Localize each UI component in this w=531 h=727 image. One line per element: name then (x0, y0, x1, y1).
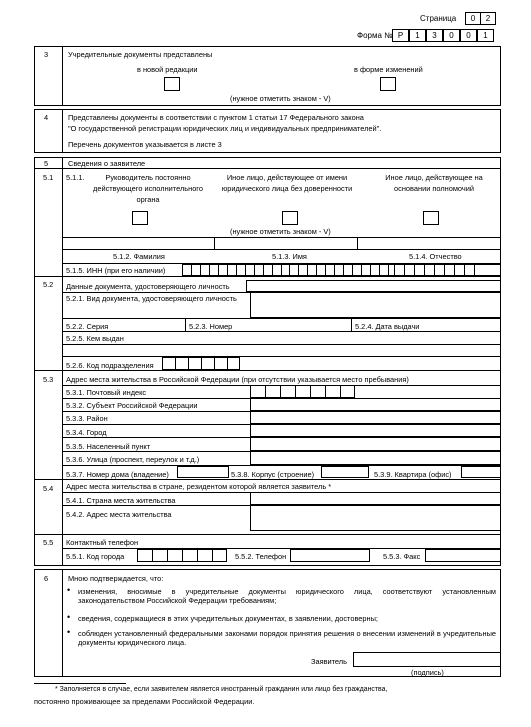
postal-code-label: 5.3.1. Почтовый индекс (66, 388, 147, 397)
section-3-mark-note: (нужное отметить знаком - V) (230, 94, 331, 103)
footnote-line-1: * Заполняется в случае, если заявителем является иностранный гражданин или лицо без гражданства, (55, 686, 388, 693)
signature-caption: (подпись) (411, 668, 444, 677)
applicant-option-3-checkbox[interactable] (423, 211, 439, 225)
locality-label: 5.3.5. Населенный пункт (66, 442, 151, 451)
phone-label: 5.5.2. Телефон (235, 552, 287, 561)
form-digit-5: 0 (460, 29, 477, 42)
identity-doc-title: Данные документа, удостоверяющего личность (66, 282, 230, 291)
subsection-5-1-number: 5.1 (43, 173, 54, 182)
doc-issued-by-label: 5.2.5. Кем выдан (66, 334, 124, 343)
section-5-mark-note: (нужное отметить знаком - V) (230, 227, 331, 236)
subsection-5-3-number: 5.3 (43, 375, 54, 384)
page-label: Страница (420, 14, 457, 23)
section-5-number: 5 (44, 159, 49, 168)
doc-issue-date-label: 5.2.4. Дата выдачи (355, 322, 420, 331)
form-digit-6: 1 (477, 29, 494, 42)
section-4-number: 4 (44, 113, 49, 122)
apartment-input[interactable] (461, 466, 501, 478)
fax-input[interactable] (425, 549, 501, 562)
new-edition-checkbox[interactable] (164, 77, 180, 91)
locality-input[interactable] (250, 437, 501, 451)
applicant-option-2-line-1: Иное лицо, действующее от имени (226, 173, 348, 182)
residence-title: Адрес места жительства в стране, резидентом которой является заявитель * (66, 482, 332, 491)
building-input[interactable] (321, 466, 369, 478)
surname-label: 5.1.2. Фамилия (113, 252, 165, 261)
district-input[interactable] (250, 411, 501, 424)
doc-number-label: 5.2.3. Номер (189, 322, 233, 331)
form-digit-4: 0 (443, 29, 460, 42)
city-label: 5.3.4. Город (66, 428, 107, 437)
region-input[interactable] (250, 398, 501, 411)
country-input[interactable] (250, 492, 501, 505)
bullet-1-icon: • (67, 585, 71, 595)
city-code-label: 5.5.1. Код города (66, 552, 125, 561)
bullet-2-icon: • (67, 612, 71, 622)
applicant-option-1-line-3: органа (136, 195, 160, 204)
form-label: Форма № (357, 31, 393, 40)
confirmation-item-2: сведения, содержащиеся в этих учредительных документах, в заявлении, достоверны; (78, 614, 378, 623)
applicant-option-1-line-1: Руководитель постоянно (105, 173, 191, 182)
fax-label: 5.5.3. Факс (383, 552, 421, 561)
identity-doc-title-field (246, 280, 501, 292)
surname-input[interactable] (62, 237, 215, 250)
footnote-line-2: постоянно проживающее за пределами Российской Федерации. (34, 697, 255, 706)
house-number-label: 5.3.7. Номер дома (владение) (66, 470, 169, 479)
first-name-input[interactable] (214, 237, 358, 250)
section-3-title: Учредительные документы представлены (68, 50, 213, 59)
section-4-line-1: Представлены документы в соответствии с пунктом 1 статьи 17 Федерального закона (68, 113, 364, 122)
apartment-label: 5.3.9. Квартира (офис) (374, 470, 452, 479)
subsection-5-4-number: 5.4 (43, 484, 54, 493)
district-label: 5.3.3. Район (66, 414, 108, 423)
option-new-edition: в новой редакции (137, 65, 198, 74)
street-label: 5.3.6. Улица (проспект, переулок и т.д.) (66, 455, 200, 464)
doc-type-label: 5.2.1. Вид документа, удостоверяющего личность (66, 294, 237, 303)
phone-title: Контактный телефон (66, 538, 139, 547)
applicant-option-2-checkbox[interactable] (282, 211, 298, 225)
page-digit-1[interactable]: 0 (465, 12, 481, 25)
division-code-label: 5.2.6. Код подразделения (66, 361, 154, 370)
confirmation-item-1: изменения, вносимые в учредительные документы юридического лица, соответствуют установленным законодательством Российской Федерации требованиям; (78, 587, 496, 606)
subsection-5-5-number: 5.5 (43, 538, 54, 547)
option-changes: в форме изменений (354, 65, 423, 74)
section-6-number: 6 (44, 574, 49, 583)
confirmation-intro: Мною подтверждается, что: (68, 574, 164, 583)
applicant-option-1-line-2: действующего исполнительного (93, 184, 203, 193)
field-5-1-1-number: 5.1.1. (66, 173, 85, 182)
section-3-number: 3 (44, 50, 49, 59)
subsection-5-2-number: 5.2 (43, 280, 54, 289)
bullet-3-icon: • (67, 627, 71, 637)
form-digit-3: 3 (426, 29, 443, 42)
confirmation-item-3: соблюден установленный федеральными законами порядок принятия решения о внесении изменений в учредительные документы юридического лица. (78, 629, 496, 648)
address-title: Адрес места жительства в Российской Федерации (при отсутствии указывается место пребывания) (66, 375, 409, 384)
country-label: 5.4.1. Страна места жительства (66, 496, 176, 505)
page-digit-2[interactable]: 2 (480, 12, 496, 25)
inn-label: 5.1.5. ИНН (при его наличии) (66, 266, 166, 275)
form-digit-1: Р (392, 29, 409, 42)
first-name-label: 5.1.3. Имя (272, 252, 307, 261)
region-label: 5.3.2. Субъект Российской Федерации (66, 401, 198, 410)
applicant-option-2-line-2: юридического лица без доверенности (221, 184, 353, 193)
form-digit-2: 1 (409, 29, 426, 42)
section-4-line-2: "О государственной регистрации юридических лиц и индивидуальных предпринимателей". (68, 124, 382, 133)
applicant-option-1-checkbox[interactable] (132, 211, 148, 225)
doc-type-input[interactable] (250, 292, 501, 318)
foreign-address-label: 5.4.2. Адрес места жительства (66, 510, 172, 519)
house-number-input[interactable] (177, 466, 229, 478)
section-5-title: Сведения о заявителе (68, 159, 146, 168)
changes-checkbox[interactable] (380, 77, 396, 91)
city-input[interactable] (250, 424, 501, 437)
patronymic-input[interactable] (357, 237, 501, 250)
applicant-option-3-line-1: Иное лицо, действующее на (385, 173, 483, 182)
phone-input[interactable] (290, 549, 370, 562)
applicant-option-3-line-2: основании полномочий (394, 184, 474, 193)
building-label: 5.3.8. Корпус (строение) (231, 470, 315, 479)
applicant-label: Заявитель (311, 657, 347, 666)
foreign-address-input[interactable] (250, 505, 501, 531)
signature-field[interactable] (353, 652, 501, 667)
doc-issued-by-input[interactable] (62, 344, 501, 357)
section-4-line-3: Перечень документов указывается в листе 3 (68, 140, 222, 149)
street-input[interactable] (250, 451, 501, 465)
patronymic-label: 5.1.4. Отчество (409, 252, 462, 261)
doc-series-label: 5.2.2. Серия (66, 322, 109, 331)
